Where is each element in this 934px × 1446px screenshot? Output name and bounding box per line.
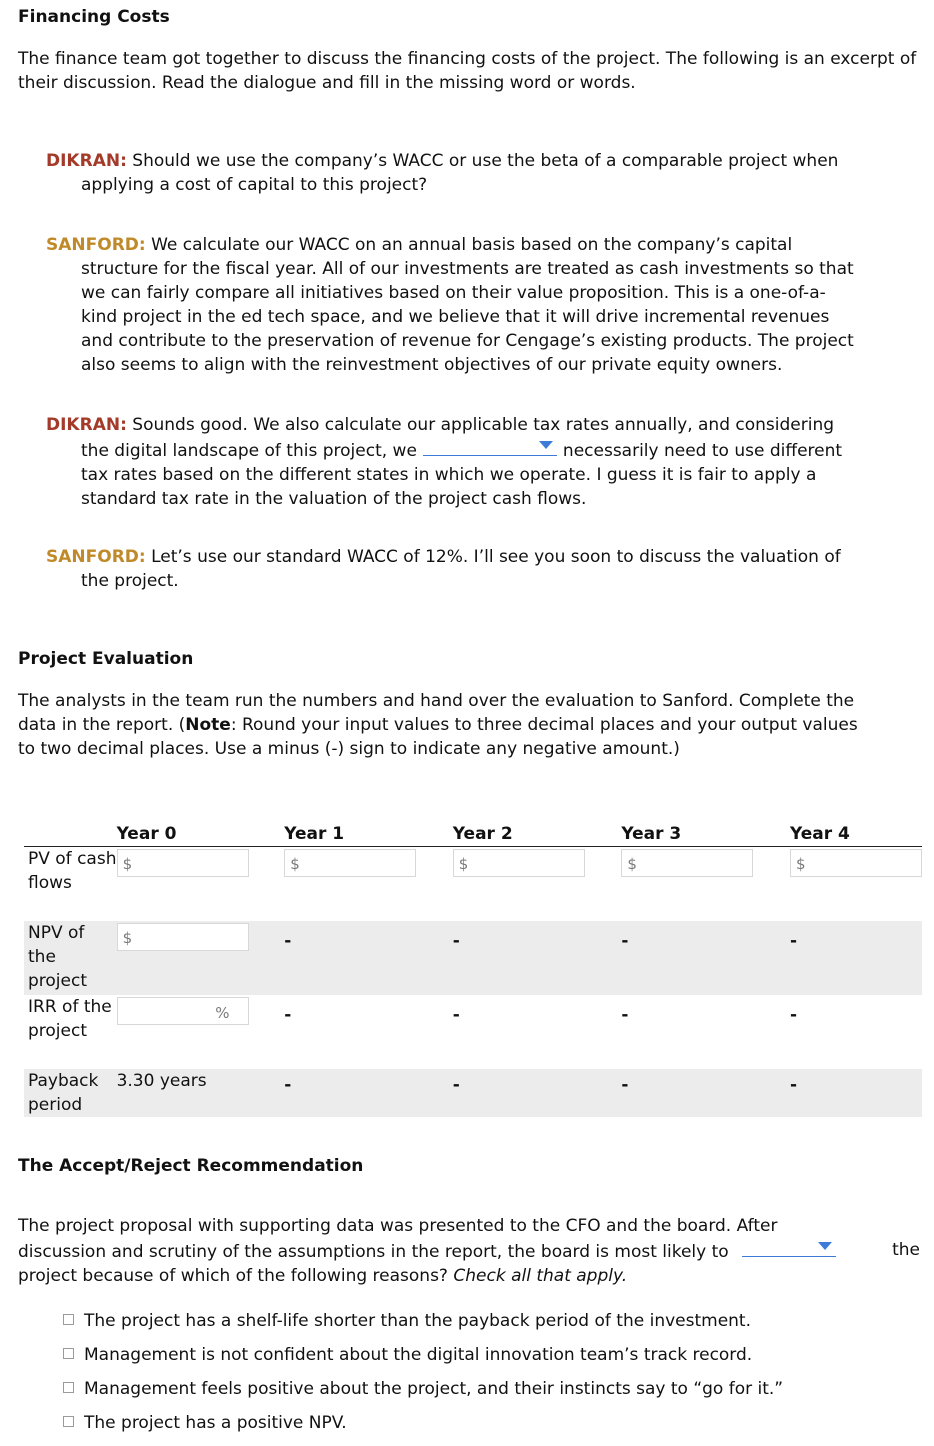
recommendation-line-2 [18, 1238, 924, 1264]
option-2[interactable] [63, 1343, 752, 1367]
accept-reject-dropdown[interactable] [742, 1238, 836, 1257]
currency-symbol: $ [290, 855, 300, 873]
recommendation-heading: The Accept/Reject Recommendation [18, 1156, 364, 1176]
speaker-dikran: DIKRAN: [46, 151, 127, 171]
checkbox-4[interactable] [63, 1416, 74, 1427]
dialogue-sanford-1 [46, 233, 906, 377]
option-label: The project has a positive NPV. [84, 1413, 347, 1433]
recommendation-question: project because of which of the following reasons? [18, 1266, 448, 1286]
npv-year-1-dash: - [278, 921, 447, 995]
financing-heading: Financing Costs [18, 7, 170, 27]
pv-year-2-input[interactable] [453, 849, 585, 877]
dialogue-text: the project. [81, 571, 179, 591]
currency-symbol: $ [627, 855, 637, 873]
currency-symbol: $ [122, 855, 133, 873]
option-label: The project has a shelf-life shorter than the payback period of the investment. [84, 1311, 752, 1331]
dialogue-text: and contribute to the preservation of revenue for Cengage’s existing products. The project [81, 331, 854, 351]
irr-year-2-dash: - [452, 1004, 460, 1025]
dialogue-text: tax rates based on the different states in which we operate. I guess it is fair to apply a [81, 465, 817, 485]
table-row [24, 847, 922, 921]
dialogue-text: the digital landscape of this project, we [81, 441, 417, 461]
percent-symbol: % [215, 1003, 230, 1022]
evaluation-intro [18, 689, 918, 761]
speaker-dikran: DIKRAN: [46, 415, 127, 435]
recommendation-line: The project proposal with supporting data was presented to the CFO and the board. After [18, 1216, 778, 1236]
evaluation-table [24, 822, 922, 1117]
irr-year-0-cell [117, 995, 279, 1069]
speaker-sanford: SANFORD: [46, 547, 146, 567]
dialogue-text: We calculate our WACC on an annual basis based on the company’s capital [151, 235, 793, 255]
row-label-pv: PV of cash flows [28, 849, 117, 893]
option-3[interactable] [63, 1377, 783, 1401]
pv-year-4-input[interactable] [790, 849, 922, 877]
option-4[interactable] [63, 1411, 347, 1435]
recommendation-line-3 [18, 1264, 924, 1288]
currency-symbol: $ [458, 855, 469, 873]
check-all-instruction: Check all that apply. [453, 1266, 628, 1286]
pv-year-3-input[interactable] [621, 849, 753, 877]
recommendation-text-2: discussion and scrutiny of the assumptions in the report, the board is most likely to [18, 1242, 729, 1262]
col-year-4: Year 4 [784, 822, 922, 847]
table-header-row [24, 822, 922, 847]
option-label: Management feels positive about the project, and their instincts say to “go for it.” [84, 1379, 784, 1399]
irr-year-3-dash: - [621, 1004, 629, 1025]
row-label-payback: Payback period [24, 1069, 117, 1117]
speaker-sanford: SANFORD: [46, 235, 146, 255]
irr-year-4-dash: - [790, 1004, 798, 1025]
checkbox-2[interactable] [63, 1348, 74, 1359]
intro-text: : Round your input values to three decimal places and your output values [230, 715, 858, 735]
option-1[interactable] [63, 1309, 751, 1333]
payback-year-1-dash: - [278, 1069, 447, 1117]
dialogue-text: Sounds good. We also calculate our applicable tax rates annually, and considering [132, 415, 835, 435]
npv-year-0-cell [117, 921, 279, 995]
dialogue-line [81, 437, 906, 463]
dialogue-text: we can fairly compare all initiatives based on their value proposition. This is a one-of-a- [81, 283, 826, 303]
payback-year-2-dash: - [447, 1069, 616, 1117]
chevron-down-icon [539, 441, 553, 449]
irr-year-1-dash: - [284, 1004, 292, 1025]
currency-symbol: $ [122, 928, 133, 947]
table-row [24, 921, 922, 995]
checkbox-1[interactable] [63, 1314, 74, 1325]
dialogue-text: necessarily need to use different [562, 441, 843, 461]
pv-year-2-cell [447, 847, 616, 921]
intro-text: The analysts in the team run the numbers and hand over the evaluation to Sanford. Complete the [18, 691, 855, 711]
option-label: Management is not confident about the digital innovation team’s track record. [84, 1345, 753, 1365]
recommendation-the: the [892, 1240, 920, 1260]
dialogue-text: also seems to align with the reinvestment objectives of our private equity owners. [81, 355, 783, 375]
checkbox-3[interactable] [63, 1382, 74, 1393]
intro-text: to two decimal places. Use a minus (-) sign to indicate any negative amount.) [18, 739, 680, 759]
col-year-2: Year 2 [447, 822, 616, 847]
currency-symbol: $ [796, 855, 806, 873]
pv-year-0-input[interactable] [117, 849, 249, 877]
npv-year-3-dash: - [615, 921, 784, 995]
col-year-3: Year 3 [615, 822, 784, 847]
pv-year-3-cell [615, 847, 784, 921]
pv-year-0-cell [117, 847, 279, 921]
payback-year-3-dash: - [615, 1069, 784, 1117]
financing-intro: The finance team got together to discuss the financing costs of the project. The following is an excerpt of their discussion. Read the dialogue and fill in the missing word or words. [18, 49, 917, 93]
table-row [24, 1069, 922, 1117]
npv-year-4-dash: - [784, 921, 922, 995]
recommendation-text [18, 1214, 924, 1288]
npv-input[interactable] [117, 923, 249, 951]
chevron-down-icon [818, 1242, 832, 1250]
evaluation-heading: Project Evaluation [18, 649, 194, 669]
dialogue-text: applying a cost of capital to this project? [81, 175, 428, 195]
corner-header [24, 822, 117, 847]
row-label-irr: IRR of the project [28, 996, 112, 1041]
npv-year-2-dash: - [447, 921, 616, 995]
pv-year-4-cell [784, 847, 922, 921]
payback-year-4-dash: - [784, 1069, 922, 1117]
payback-value: 3.30 years [117, 1069, 279, 1117]
pv-year-1-input[interactable] [284, 849, 416, 877]
dialogue-text: Should we use the company’s WACC or use the beta of a comparable project when [132, 151, 839, 171]
dialogue-dikran-2 [46, 413, 906, 511]
dialogue-text: kind project in the ed tech space, and we believe that it will drive incremental revenues [81, 307, 830, 327]
dialogue-sanford-2 [46, 545, 906, 593]
dialogue-dikran-1 [46, 149, 906, 197]
row-label-npv: NPV of the project [24, 921, 117, 995]
dialogue-text: structure for the fiscal year. All of our investments are treated as cash investments so that [81, 259, 854, 279]
tax-rate-dropdown[interactable] [423, 437, 557, 456]
dialogue-text: standard tax rate in the valuation of the project cash flows. [81, 489, 587, 509]
table-row [24, 995, 922, 1069]
irr-input[interactable] [117, 997, 249, 1025]
col-year-1: Year 1 [278, 822, 447, 847]
pv-year-1-cell [278, 847, 447, 921]
col-year-0: Year 0 [117, 822, 279, 847]
note-label: Note [185, 715, 231, 735]
dialogue-text: Let’s use our standard WACC of 12%. I’ll see you soon to discuss the valuation of [151, 547, 841, 567]
intro-text: data in the report. ( [18, 715, 186, 735]
